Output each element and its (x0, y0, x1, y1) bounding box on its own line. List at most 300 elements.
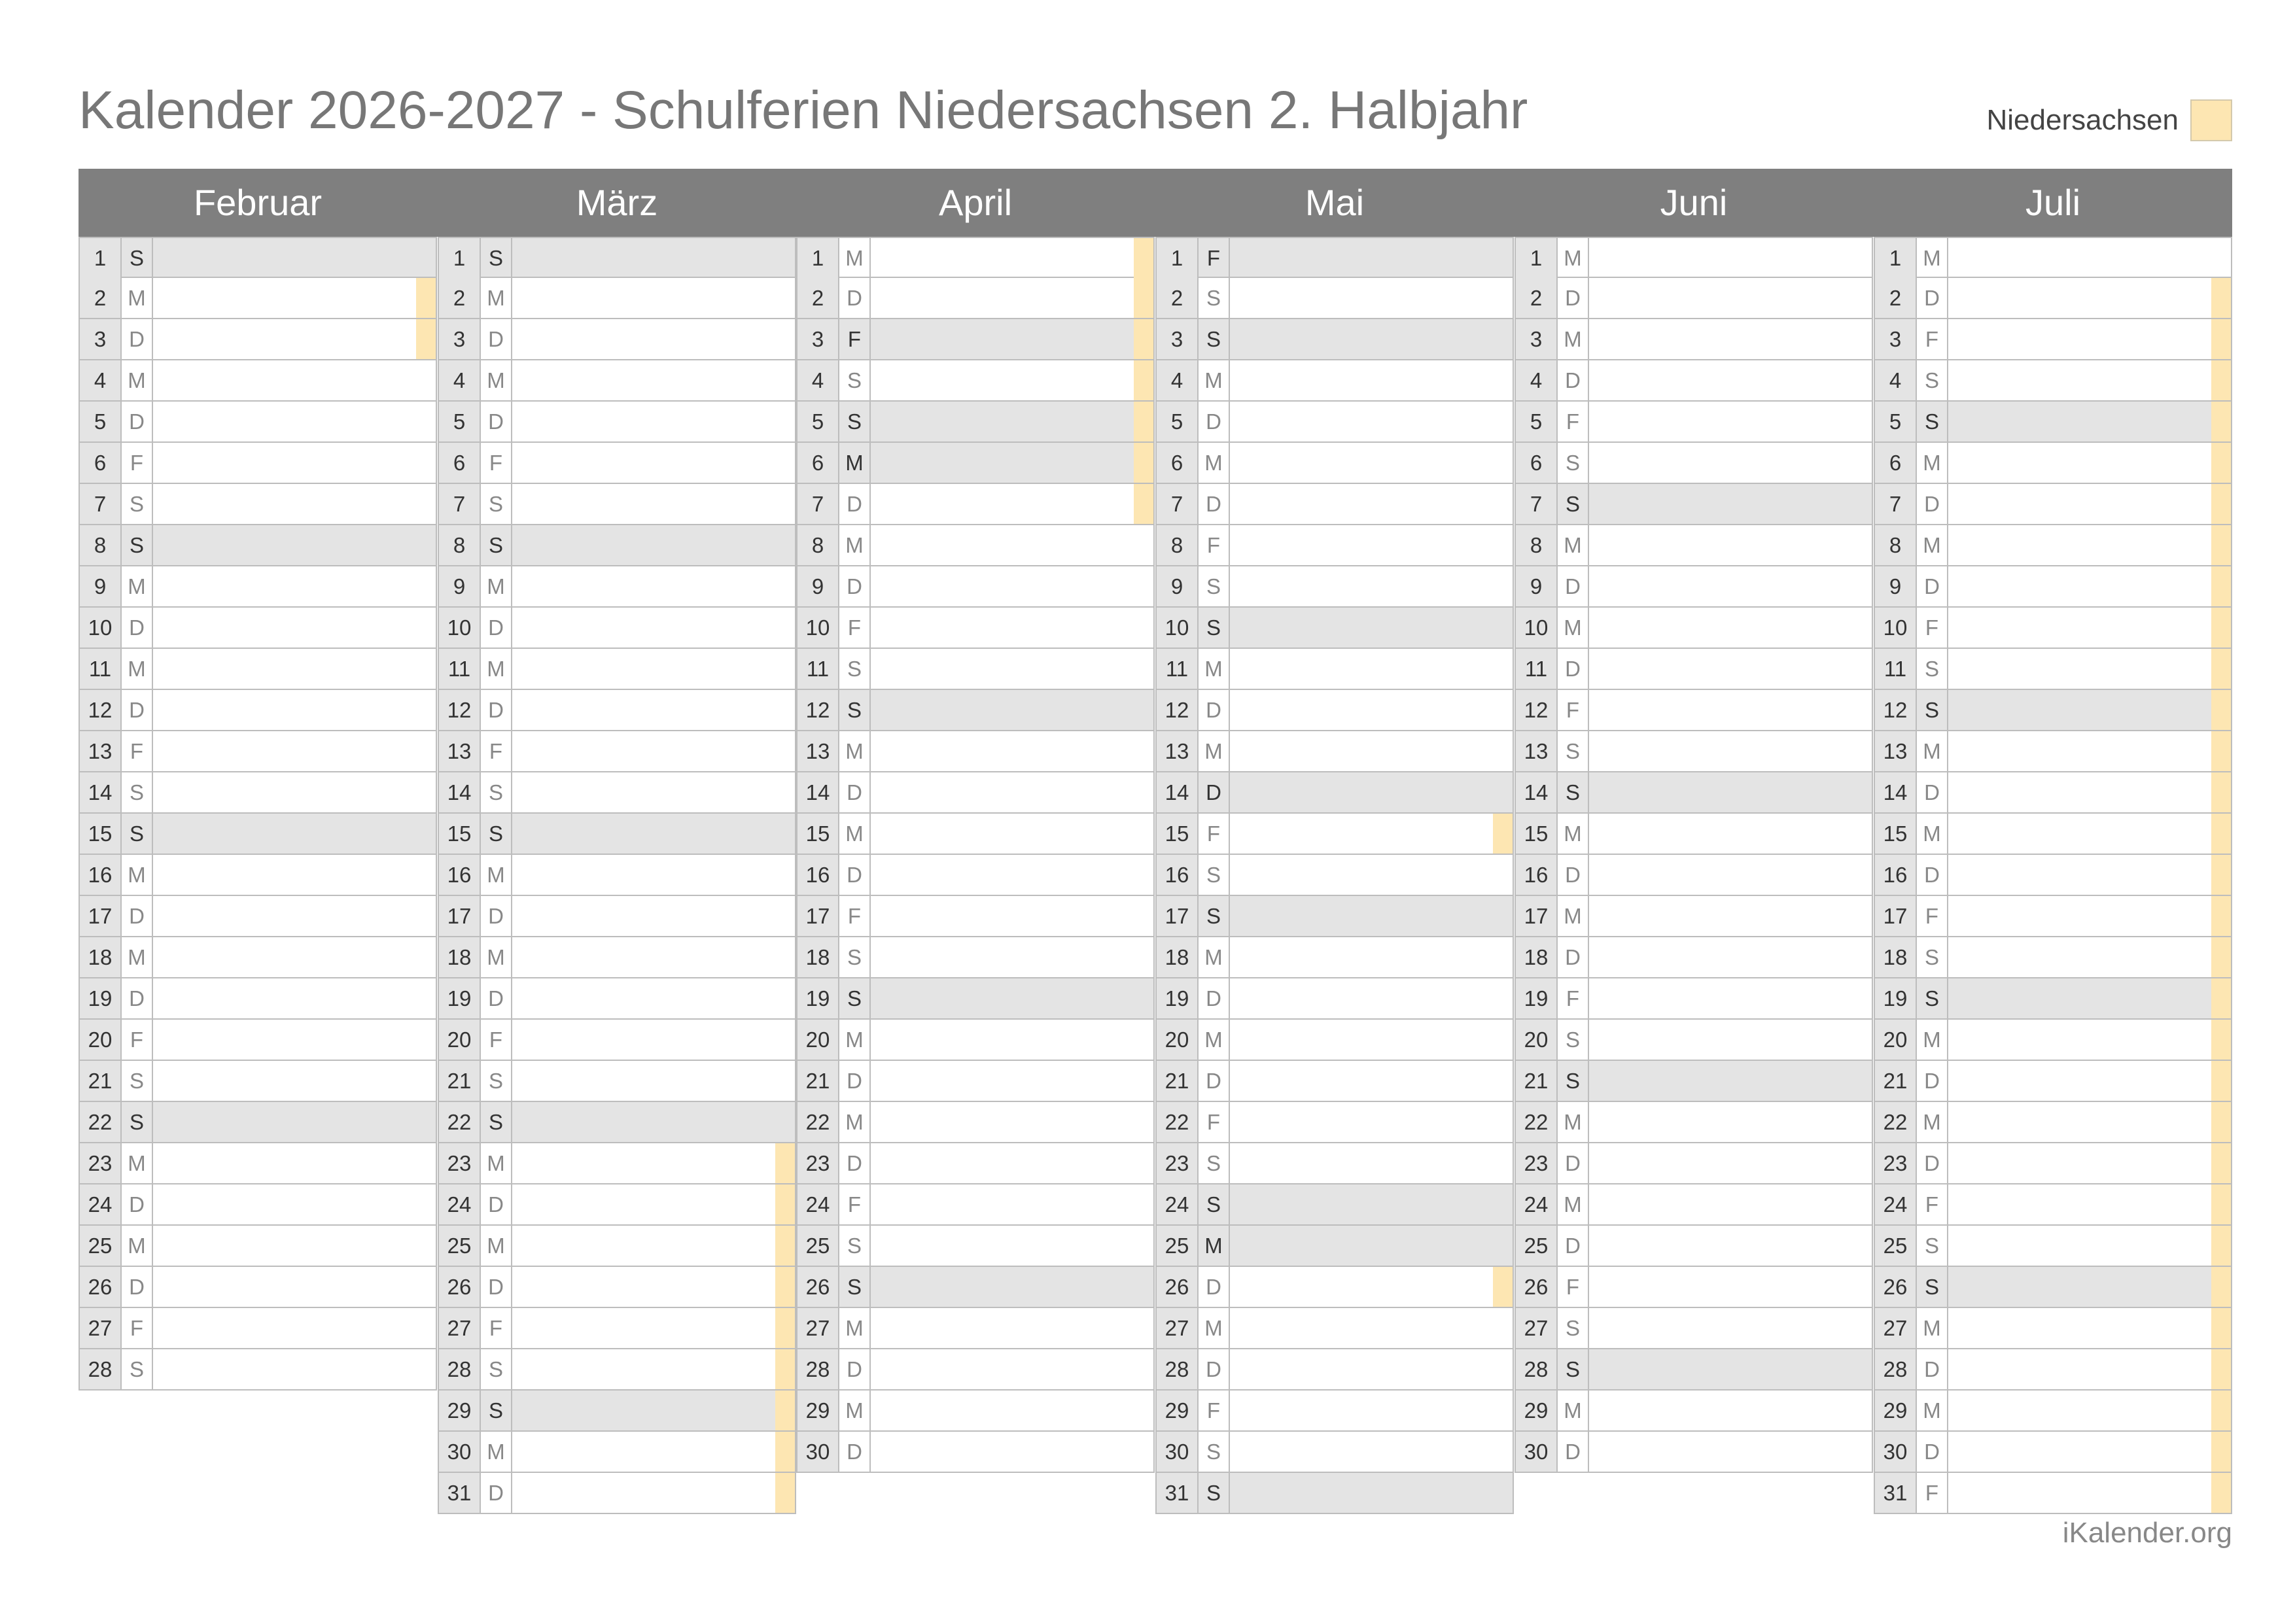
day-note-area (512, 1391, 795, 1430)
day-row (796, 1432, 1155, 1473)
day-note-area (1230, 937, 1513, 977)
day-number: 19 (1157, 978, 1199, 1018)
weekday-letter: S (1199, 278, 1230, 318)
day-number: 7 (797, 484, 839, 524)
day-number: 7 (80, 484, 122, 524)
day-row (1874, 772, 2232, 814)
weekday-letter: F (839, 896, 871, 936)
weekday-letter: S (1199, 1473, 1230, 1513)
day-row (1155, 1102, 1514, 1143)
month-header-april: April (938, 182, 1013, 223)
day-number: 20 (1157, 1020, 1199, 1060)
day-note-area (512, 1061, 795, 1101)
day-number: 13 (1516, 731, 1558, 771)
day-row (438, 1308, 796, 1349)
day-row (796, 1308, 1155, 1349)
day-number: 13 (80, 731, 122, 771)
weekday-letter: F (481, 1020, 512, 1060)
day-number: 5 (1157, 402, 1199, 441)
day-row (1874, 1473, 2232, 1514)
weekday-letter: F (481, 443, 512, 483)
holiday-marker (2211, 1184, 2231, 1224)
day-row (79, 608, 437, 649)
day-number: 29 (439, 1391, 481, 1430)
day-number: 27 (80, 1308, 122, 1348)
weekday-letter: F (1199, 1102, 1230, 1142)
day-number: 21 (80, 1061, 122, 1101)
day-row (1155, 237, 1514, 278)
weekday-letter: D (1199, 1349, 1230, 1389)
day-note-area (1589, 319, 1872, 359)
day-note-area (1230, 731, 1513, 771)
day-number: 16 (1157, 855, 1199, 895)
day-note-area (1230, 1473, 1513, 1513)
weekday-letter: S (1199, 1432, 1230, 1472)
day-row (796, 690, 1155, 731)
weekday-letter: S (1917, 649, 1948, 689)
weekday-letter: S (1199, 855, 1230, 895)
weekday-letter: F (1558, 402, 1589, 441)
weekday-letter: S (839, 1226, 871, 1266)
day-row (438, 978, 796, 1020)
day-row (1515, 237, 1873, 278)
day-note-area (1948, 238, 2231, 278)
day-note-area (512, 238, 795, 278)
day-row (1874, 319, 2232, 360)
weekday-letter: D (1917, 1349, 1948, 1389)
day-number: 12 (797, 690, 839, 730)
day-number: 9 (1157, 566, 1199, 606)
day-note-area (871, 1102, 1153, 1142)
day-number: 4 (1157, 360, 1199, 400)
weekday-letter: S (122, 1102, 153, 1142)
day-note-area (871, 1349, 1153, 1389)
day-note-area (512, 896, 795, 936)
day-number: 15 (797, 814, 839, 854)
day-number: 10 (80, 608, 122, 648)
day-note-area (512, 608, 795, 648)
day-note-area (1230, 978, 1513, 1018)
day-note-area (1589, 896, 1872, 936)
weekday-letter: D (481, 402, 512, 441)
holiday-marker (2211, 1143, 2231, 1183)
weekday-letter: M (1558, 1184, 1589, 1224)
day-note-area (871, 1061, 1153, 1101)
weekday-letter: S (481, 772, 512, 812)
day-note-area (512, 731, 795, 771)
day-number: 27 (1875, 1308, 1917, 1348)
weekday-letter: M (122, 937, 153, 977)
weekday-letter: S (481, 1102, 512, 1142)
day-number: 9 (797, 566, 839, 606)
weekday-letter: F (1199, 238, 1230, 278)
day-number: 8 (1875, 525, 1917, 565)
day-row (438, 1432, 796, 1473)
holiday-marker (2211, 1020, 2231, 1060)
day-row (796, 937, 1155, 978)
day-number: 3 (80, 319, 122, 359)
day-number: 11 (797, 649, 839, 689)
day-note-area (1948, 484, 2231, 524)
day-number: 15 (1157, 814, 1199, 854)
day-note-area (512, 1267, 795, 1307)
day-number: 27 (439, 1308, 481, 1348)
day-number: 28 (1157, 1349, 1199, 1389)
weekday-letter: D (1917, 1432, 1948, 1472)
day-row (1515, 814, 1873, 855)
day-row (1515, 731, 1873, 772)
day-number: 18 (797, 937, 839, 977)
weekday-letter: M (1199, 1308, 1230, 1348)
day-note-area (1948, 978, 2231, 1018)
weekday-letter: S (1558, 443, 1589, 483)
day-note-area (871, 360, 1153, 400)
holiday-marker (416, 278, 436, 318)
day-number: 13 (797, 731, 839, 771)
day-note-area (153, 855, 436, 895)
day-row (1155, 360, 1514, 402)
day-number: 22 (1157, 1102, 1199, 1142)
weekday-letter: D (122, 978, 153, 1018)
day-row (1874, 566, 2232, 608)
weekday-letter: D (1199, 1267, 1230, 1307)
weekday-letter: D (1199, 772, 1230, 812)
weekday-letter: S (1917, 1226, 1948, 1266)
day-note-area (871, 690, 1153, 730)
day-number: 1 (439, 238, 481, 278)
holiday-marker (1134, 443, 1153, 483)
day-note-area (1589, 1184, 1872, 1224)
holiday-marker (2211, 1308, 2231, 1348)
day-number: 29 (1516, 1391, 1558, 1430)
weekday-letter: D (122, 1267, 153, 1307)
weekday-letter: S (122, 1349, 153, 1389)
weekday-letter: D (1558, 649, 1589, 689)
day-row (1515, 1267, 1873, 1308)
day-number: 5 (797, 402, 839, 441)
day-note-area (512, 772, 795, 812)
day-note-area (1948, 1226, 2231, 1266)
day-row (438, 855, 796, 896)
day-row (796, 1061, 1155, 1102)
day-row (79, 649, 437, 690)
day-row (1515, 525, 1873, 566)
day-number: 23 (797, 1143, 839, 1183)
holiday-marker (775, 1267, 795, 1307)
day-row (79, 814, 437, 855)
day-number: 12 (1875, 690, 1917, 730)
weekday-letter: M (1199, 937, 1230, 977)
weekday-letter: D (1558, 1432, 1589, 1472)
weekday-letter: M (122, 855, 153, 895)
day-note-area (1230, 1102, 1513, 1142)
day-row (79, 690, 437, 731)
day-note-area (512, 1308, 795, 1348)
day-row (79, 319, 437, 360)
day-row (1874, 1061, 2232, 1102)
holiday-marker (2211, 566, 2231, 606)
holiday-marker (2211, 1473, 2231, 1513)
day-note-area (153, 1267, 436, 1307)
day-note-area (1948, 1020, 2231, 1060)
day-note-area (1589, 1102, 1872, 1142)
weekday-letter: M (839, 1102, 871, 1142)
day-number: 1 (797, 238, 839, 278)
holiday-marker (775, 1308, 795, 1348)
day-row (1874, 1308, 2232, 1349)
day-row (438, 278, 796, 319)
day-row (79, 1184, 437, 1226)
day-note-area (1230, 525, 1513, 565)
day-note-area (153, 1143, 436, 1183)
day-note-area (512, 566, 795, 606)
day-number: 17 (439, 896, 481, 936)
day-number: 16 (439, 855, 481, 895)
day-row (1874, 896, 2232, 937)
holiday-marker (2211, 319, 2231, 359)
day-row (1155, 855, 1514, 896)
weekday-letter: F (481, 1308, 512, 1348)
holiday-marker (1134, 484, 1153, 524)
day-note-area (153, 1020, 436, 1060)
day-number: 2 (1875, 278, 1917, 318)
day-row (1155, 402, 1514, 443)
day-number: 21 (1157, 1061, 1199, 1101)
weekday-letter: M (122, 360, 153, 400)
day-note-area (1230, 1143, 1513, 1183)
weekday-letter: M (839, 1020, 871, 1060)
day-note-area (1948, 1267, 2231, 1307)
holiday-marker (2211, 937, 2231, 977)
day-row (796, 1143, 1155, 1184)
day-row (796, 978, 1155, 1020)
day-number: 12 (439, 690, 481, 730)
day-number: 9 (1516, 566, 1558, 606)
weekday-letter: S (1558, 1349, 1589, 1389)
weekday-letter: M (1558, 1102, 1589, 1142)
holiday-marker (416, 319, 436, 359)
day-number: 1 (1875, 238, 1917, 278)
day-number: 12 (80, 690, 122, 730)
day-note-area (512, 484, 795, 524)
day-row (1515, 402, 1873, 443)
day-number: 26 (1516, 1267, 1558, 1307)
day-number: 30 (439, 1432, 481, 1472)
weekday-letter: S (1558, 731, 1589, 771)
holiday-marker (775, 1226, 795, 1266)
weekday-letter: S (481, 1349, 512, 1389)
weekday-letter: D (481, 690, 512, 730)
weekday-letter: D (1558, 566, 1589, 606)
weekday-letter: D (1558, 1226, 1589, 1266)
day-note-area (871, 649, 1153, 689)
holiday-marker (2211, 608, 2231, 648)
day-number: 17 (1157, 896, 1199, 936)
day-number: 14 (1157, 772, 1199, 812)
day-number: 7 (439, 484, 481, 524)
day-number: 24 (1516, 1184, 1558, 1224)
day-note-area (1589, 937, 1872, 977)
day-row (1874, 402, 2232, 443)
holiday-marker (1134, 238, 1153, 278)
weekday-letter: M (122, 649, 153, 689)
weekday-letter: S (1917, 1267, 1948, 1307)
day-row (1155, 772, 1514, 814)
day-number: 25 (1875, 1226, 1917, 1266)
day-number: 7 (1157, 484, 1199, 524)
day-note-area (1589, 1143, 1872, 1183)
holiday-marker (2211, 278, 2231, 318)
weekday-letter: S (122, 772, 153, 812)
day-row (796, 1226, 1155, 1267)
day-note-area (871, 1391, 1153, 1430)
day-row (1874, 1391, 2232, 1432)
weekday-letter: M (1199, 649, 1230, 689)
day-note-area (1948, 1473, 2231, 1513)
day-note-area (153, 525, 436, 565)
weekday-letter: M (122, 1143, 153, 1183)
day-number: 9 (80, 566, 122, 606)
day-number: 9 (1875, 566, 1917, 606)
day-row (1874, 731, 2232, 772)
month-header-march: März (576, 182, 658, 223)
day-note-area (153, 937, 436, 977)
weekday-letter: F (839, 319, 871, 359)
day-note-area (1589, 608, 1872, 648)
day-row (796, 1349, 1155, 1391)
day-number: 23 (439, 1143, 481, 1183)
month-column-march (438, 237, 796, 1514)
holiday-marker (2211, 525, 2231, 565)
day-note-area (871, 937, 1153, 977)
day-number: 3 (797, 319, 839, 359)
day-note-area (1230, 566, 1513, 606)
weekday-letter: F (122, 1020, 153, 1060)
day-number: 28 (797, 1349, 839, 1389)
weekday-letter: D (122, 896, 153, 936)
weekday-letter: M (481, 855, 512, 895)
weekday-letter: F (1917, 1184, 1948, 1224)
day-row (1874, 1020, 2232, 1061)
day-row (796, 814, 1155, 855)
day-note-area (512, 1102, 795, 1142)
day-note-area (153, 238, 436, 278)
day-number: 22 (80, 1102, 122, 1142)
day-note-area (153, 1061, 436, 1101)
day-note-area (1230, 484, 1513, 524)
day-note-area (1230, 319, 1513, 359)
day-number: 1 (1157, 238, 1199, 278)
weekday-letter: S (1199, 1184, 1230, 1224)
day-row (1874, 1432, 2232, 1473)
day-row (1874, 937, 2232, 978)
day-number: 10 (1516, 608, 1558, 648)
holiday-marker (2211, 896, 2231, 936)
weekday-letter: M (1917, 731, 1948, 771)
day-row (438, 566, 796, 608)
day-number: 6 (797, 443, 839, 483)
weekday-letter: S (1199, 608, 1230, 648)
day-row (79, 566, 437, 608)
day-row (79, 525, 437, 566)
day-row (1155, 1308, 1514, 1349)
day-note-area (871, 772, 1153, 812)
day-number: 13 (1875, 731, 1917, 771)
weekday-letter: M (839, 238, 871, 278)
day-note-area (512, 1020, 795, 1060)
day-number: 26 (439, 1267, 481, 1307)
weekday-letter: D (1558, 360, 1589, 400)
day-note-area (1948, 1061, 2231, 1101)
day-number: 6 (1875, 443, 1917, 483)
day-row (1155, 278, 1514, 319)
day-number: 2 (439, 278, 481, 318)
day-note-area (1948, 1184, 2231, 1224)
holiday-marker (2211, 1391, 2231, 1430)
holiday-marker (775, 1432, 795, 1472)
weekday-letter: D (1199, 1061, 1230, 1101)
day-number: 27 (1157, 1308, 1199, 1348)
day-row (1874, 1267, 2232, 1308)
day-note-area (1589, 1226, 1872, 1266)
day-note-area (1589, 1267, 1872, 1307)
weekday-letter: S (122, 814, 153, 854)
day-number: 22 (797, 1102, 839, 1142)
holiday-marker (2211, 1061, 2231, 1101)
day-number: 24 (80, 1184, 122, 1224)
day-row (1515, 1391, 1873, 1432)
day-number: 25 (80, 1226, 122, 1266)
day-number: 7 (1516, 484, 1558, 524)
day-number: 27 (797, 1308, 839, 1348)
day-number: 17 (1875, 896, 1917, 936)
weekday-letter: S (1558, 1308, 1589, 1348)
day-row (796, 1102, 1155, 1143)
day-note-area (153, 690, 436, 730)
weekday-letter: S (1199, 1143, 1230, 1183)
day-note-area (153, 1102, 436, 1142)
day-number: 27 (1516, 1308, 1558, 1348)
weekday-letter: F (1558, 978, 1589, 1018)
holiday-marker (2211, 443, 2231, 483)
day-note-area (1230, 1267, 1513, 1307)
day-row (79, 1349, 437, 1391)
day-row (1515, 937, 1873, 978)
weekday-letter: D (1558, 937, 1589, 977)
day-note-area (153, 319, 436, 359)
day-number: 24 (439, 1184, 481, 1224)
day-number: 8 (797, 525, 839, 565)
holiday-marker (2211, 772, 2231, 812)
day-row (438, 1226, 796, 1267)
day-note-area (1230, 1391, 1513, 1430)
day-note-area (153, 402, 436, 441)
weekday-letter: D (1558, 855, 1589, 895)
weekday-letter: F (1558, 1267, 1589, 1307)
weekday-letter: M (1917, 814, 1948, 854)
weekday-letter: S (481, 1391, 512, 1430)
day-number: 4 (80, 360, 122, 400)
day-note-area (512, 525, 795, 565)
day-number: 14 (439, 772, 481, 812)
weekday-letter: M (481, 937, 512, 977)
day-row (1155, 525, 1514, 566)
weekday-letter: D (481, 1184, 512, 1224)
day-note-area (871, 278, 1153, 318)
day-row (79, 1143, 437, 1184)
day-note-area (871, 855, 1153, 895)
day-number: 24 (797, 1184, 839, 1224)
